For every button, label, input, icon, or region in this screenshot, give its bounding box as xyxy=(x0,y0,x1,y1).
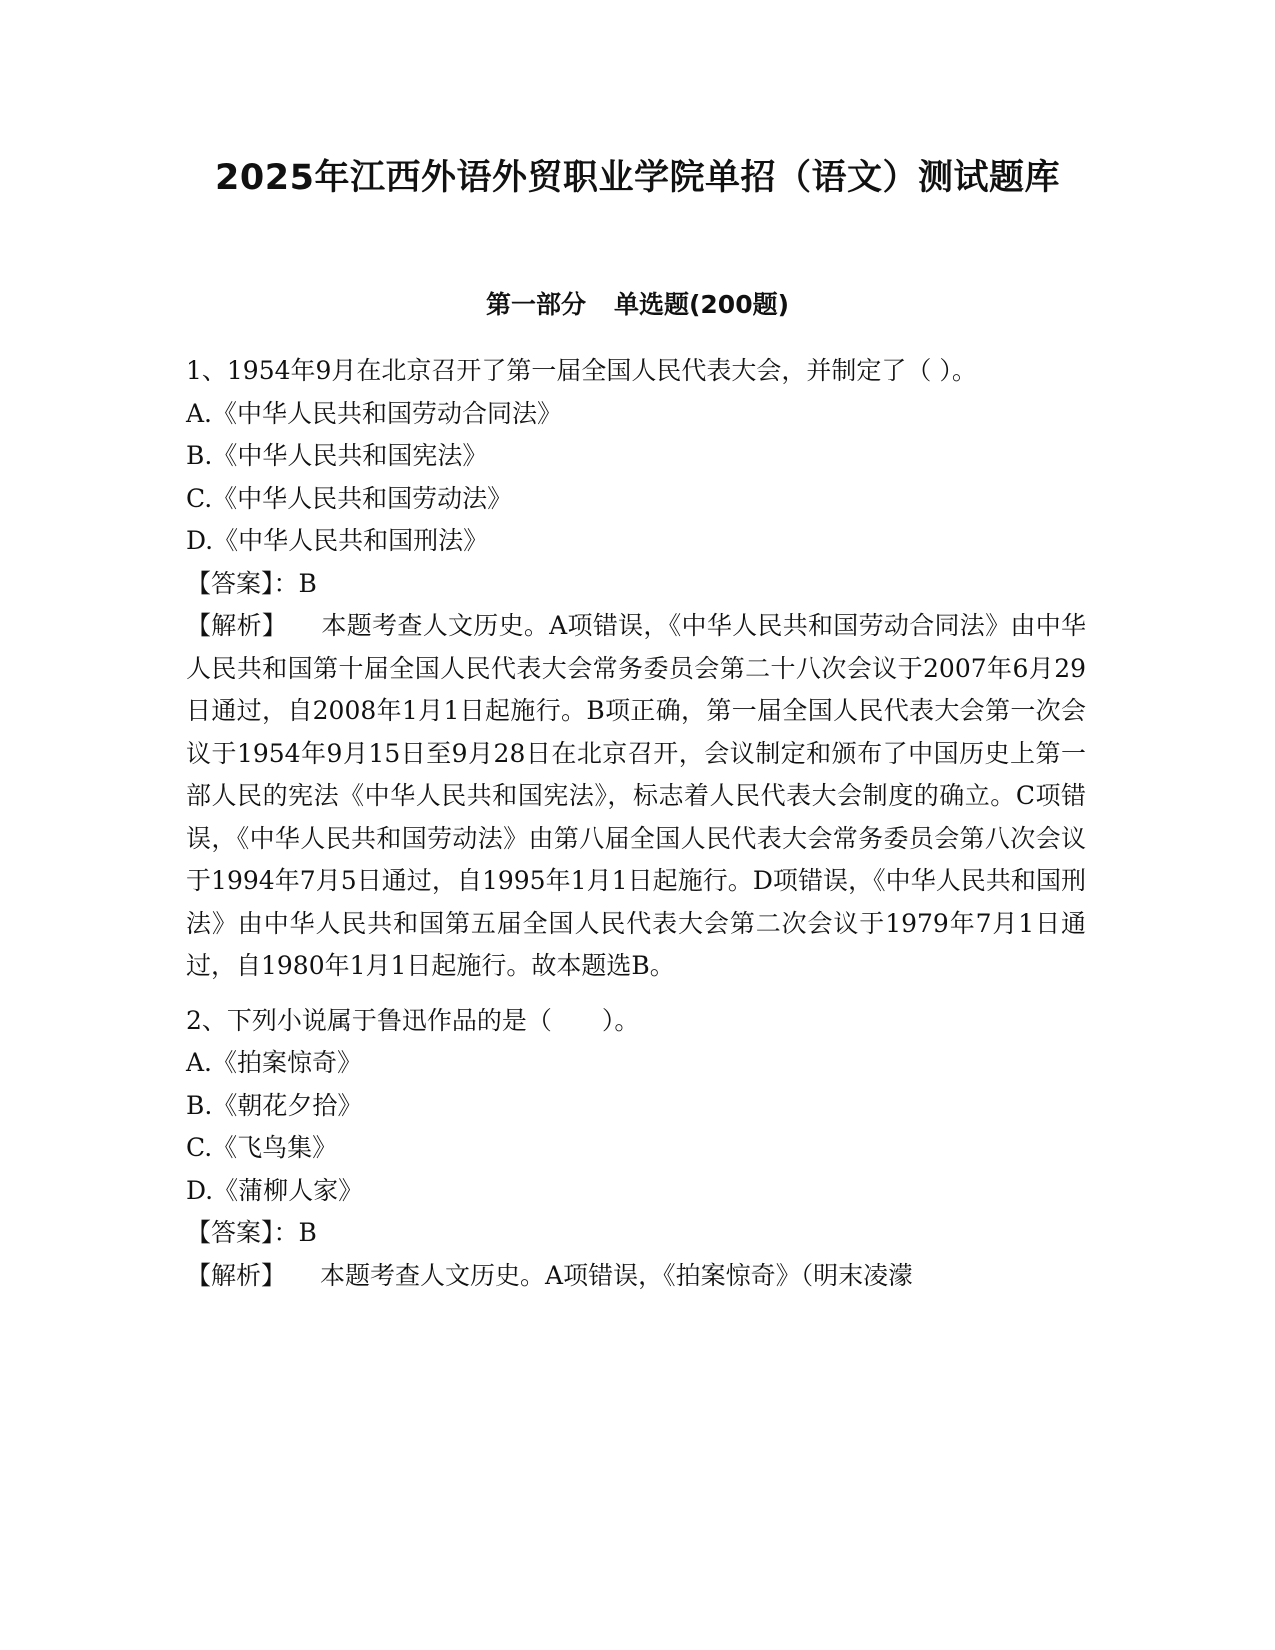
question-stem: 1、1954年9月在北京召开了第一届全国人民代表大会，并制定了（ ）。 xyxy=(186,356,977,385)
analysis-label: 【解析】 xyxy=(186,611,288,640)
question-option: C.《中华人民共和国劳动法》 xyxy=(186,483,513,513)
question-option: D.《蒲柳人家》 xyxy=(186,1175,364,1205)
analysis-paragraph xyxy=(186,605,1086,988)
answer-line xyxy=(186,1212,1086,1255)
question-option: B.《中华人民共和国宪法》 xyxy=(186,441,488,470)
question-option: A.《拍案惊奇》 xyxy=(186,1048,363,1077)
question-list xyxy=(186,350,1086,1297)
answer-value: B xyxy=(298,568,317,598)
analysis-text: 本题考查人文历史。A项错误，《中华人民共和国劳动合同法》由中华人民共和国第十届全国人民代表大会常务委员会第二十八次会议于2007年6月29日通过，自2008年1月1日起施行。B项正确，第一届全国人民代表大会第一次会议于1954年9月15日至9月28日在北京召开，会议制定和颁布了中国历史上第一部人民的宪法《中华人民共和国宪法》，标志着人民代表大会制度的确立。C项错误，《中华人民共和国劳动法》由第八届全国人民代表大会常务委员会第八次会议于1994年7月5日通过，自1995年1月1日起施行。D项错误，《中华人民共和国刑法》由中华人民共和国第五届全国人民代表大会第二次会议于1979年7月1日通过，自1980年1月1日起施行。故本题选B。 xyxy=(186,611,1086,980)
analysis-paragraph xyxy=(186,1255,1086,1298)
question-item xyxy=(186,1000,1086,1298)
question-stem: 2、下列小说属于鲁迅作品的是（ ）。 xyxy=(186,1005,640,1035)
section-part: 第一部分 xyxy=(485,290,586,319)
answer-line xyxy=(186,563,1086,606)
analysis-label: 【解析】 xyxy=(186,1260,287,1290)
question-option: C.《飞鸟集》 xyxy=(186,1133,338,1162)
section-heading xyxy=(0,285,1275,321)
section-name: 单选题(200题) xyxy=(613,290,790,319)
question-item xyxy=(186,350,1086,988)
answer-label: 【答案】： xyxy=(186,568,299,598)
question-option: B.《朝花夕拾》 xyxy=(186,1090,363,1120)
question-option: A.《中华人民共和国劳动合同法》 xyxy=(186,398,563,428)
question-option: D.《中华人民共和国刑法》 xyxy=(186,526,489,555)
answer-label: 【答案】： xyxy=(186,1218,299,1247)
analysis-text: 本题考查人文历史。A项错误，《拍案惊奇》（明末凌濛 xyxy=(320,1260,914,1290)
answer-value: B xyxy=(298,1218,317,1247)
document-title: 2025年江西外语外贸职业学院单招（语文）测试题库 xyxy=(215,158,1060,198)
